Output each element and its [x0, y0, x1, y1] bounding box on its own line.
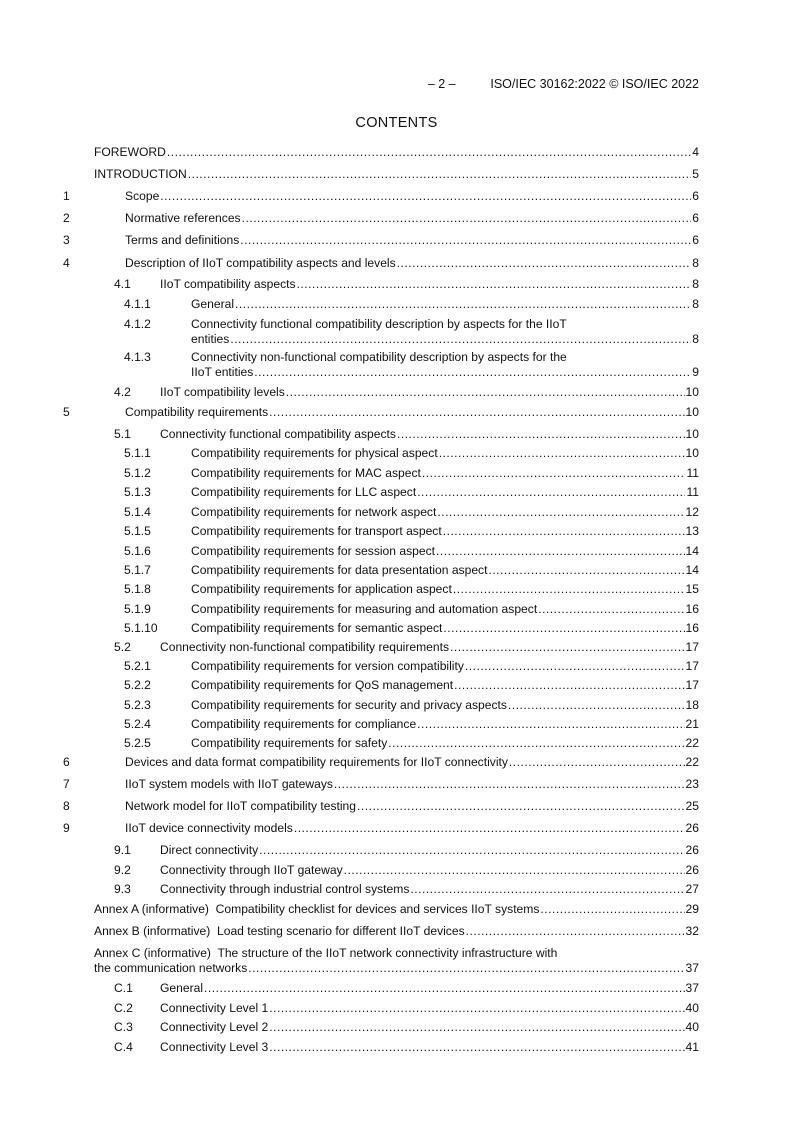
- dot-leader: [294, 821, 685, 836]
- dot-leader: [242, 211, 692, 226]
- toc-entry[interactable]: [114, 981, 699, 996]
- toc-entry-number: 5.2.5: [124, 736, 151, 750]
- toc-entry-title: Compatibility requirements for QoS management: [191, 678, 454, 692]
- dot-leader: [509, 755, 685, 770]
- toc-entry-page: 26: [685, 821, 699, 835]
- toc-entry-title: Connectivity through industrial control systems: [160, 882, 410, 896]
- toc-entry-title: Connectivity Level 1: [160, 1001, 269, 1015]
- toc-entry[interactable]: [114, 1040, 699, 1055]
- toc-entry-page: 8: [692, 256, 699, 270]
- standard-reference: ISO/IEC 30162:2022 © ISO/IEC 2022: [490, 77, 699, 91]
- toc-entry-page: 41: [685, 1040, 699, 1054]
- toc-entry-page: 13: [685, 524, 699, 538]
- dot-leader: [488, 563, 684, 578]
- dot-leader: [344, 863, 685, 878]
- toc-entry[interactable]: [114, 427, 699, 442]
- dot-leader: [167, 145, 691, 160]
- toc-entry[interactable]: [94, 145, 699, 160]
- toc-entry-number: 5.2.4: [124, 717, 151, 731]
- dot-leader: [286, 385, 685, 400]
- toc-entry-title: Compatibility requirements for semantic aspect: [191, 621, 443, 635]
- toc-entry-number: 4.1.3: [124, 350, 151, 364]
- toc-entry[interactable]: [114, 863, 699, 878]
- toc-entry-page: 10: [685, 446, 699, 460]
- toc-entry-title: Compatibility requirements for data presentation aspect: [191, 563, 488, 577]
- toc-entry-title: Connectivity Level 3: [160, 1040, 269, 1054]
- toc-entry-page: 18: [685, 698, 699, 712]
- dot-leader: [357, 799, 685, 814]
- toc-entry-page: 16: [685, 602, 699, 616]
- toc-entry-number: 4.1.1: [124, 297, 151, 311]
- toc-entry-title: entities: [191, 332, 230, 346]
- toc-entry-page: 16: [685, 621, 699, 635]
- toc-entry[interactable]: [124, 717, 699, 732]
- toc-entry-title: Compatibility requirements for application aspect: [191, 582, 452, 596]
- toc-entry-title: INTRODUCTION: [94, 167, 187, 181]
- toc-entry-page: 14: [685, 544, 699, 558]
- toc-entry[interactable]: [94, 167, 699, 182]
- toc-entry-number: 4: [63, 256, 70, 270]
- dot-leader: [443, 524, 685, 539]
- toc-entry-number: 5.2.1: [124, 659, 151, 673]
- toc-entry-title-line1: Connectivity non-functional compatibility description by aspects for the: [191, 350, 567, 364]
- toc-entry[interactable]: [114, 640, 699, 655]
- toc-entry-page: 8: [692, 332, 699, 346]
- dot-leader: [410, 882, 684, 897]
- toc-entry-title: Compatibility requirements for physical aspect: [191, 446, 438, 460]
- toc-entry[interactable]: [114, 843, 699, 858]
- toc-entry-number: 5.1.3: [124, 485, 151, 499]
- toc-entry-page: 6: [692, 189, 699, 203]
- toc-entry-number: 5.2.2: [124, 678, 151, 692]
- toc-entry-number: 5.1.1: [124, 446, 151, 460]
- toc-entry-page: 12: [685, 505, 699, 519]
- toc-entry-number: 9: [63, 821, 70, 835]
- toc-entry-title: IIoT entities: [191, 365, 254, 379]
- toc-entry[interactable]: [94, 902, 699, 917]
- toc-entry-page: 5: [692, 167, 699, 181]
- dot-leader: [450, 640, 685, 655]
- toc-entry-title: Annex B (informative) Load testing scenario for different IIoT devices: [94, 924, 465, 938]
- toc-entry-title: General: [191, 297, 235, 311]
- toc-entry-page: 4: [692, 145, 699, 159]
- toc-entry-title: Direct connectivity: [160, 843, 259, 857]
- toc-entry[interactable]: [124, 582, 699, 597]
- dot-leader: [417, 485, 685, 500]
- toc-entry[interactable]: [124, 698, 699, 713]
- dot-leader: [240, 233, 691, 248]
- dot-leader: [508, 698, 685, 713]
- toc-entry-page: 10: [685, 405, 699, 419]
- toc-entry-title-line1: Annex C (informative) The structure of the IIoT network connectivity infrastructure with: [94, 946, 558, 960]
- toc-entry[interactable]: [114, 1020, 699, 1035]
- toc-entry-page: 11: [686, 466, 699, 480]
- toc-entry-page: 26: [685, 863, 699, 877]
- toc-entry-number: 5.1.10: [124, 621, 158, 635]
- toc-entry-number: 2: [63, 211, 70, 225]
- dot-leader: [540, 902, 684, 917]
- dot-leader: [465, 659, 685, 674]
- toc-entry-number: C.2: [114, 1001, 133, 1015]
- toc-entry-title: Compatibility requirements for version compatibility: [191, 659, 464, 673]
- dot-leader: [259, 843, 684, 858]
- toc-entry-title: Connectivity through IIoT gateway: [160, 863, 343, 877]
- toc-entry-number: 5.1.8: [124, 582, 151, 596]
- dot-leader: [160, 189, 691, 204]
- toc-entry-title: Annex A (informative) Compatibility checklist for devices and services IIoT systems: [94, 902, 540, 916]
- toc-entry-page: 22: [685, 755, 699, 769]
- dot-leader: [248, 961, 684, 975]
- dot-leader: [188, 167, 692, 182]
- dot-leader: [439, 446, 685, 461]
- dot-leader: [235, 297, 691, 312]
- toc-entry-page: 6: [692, 233, 699, 247]
- toc-entry[interactable]: [124, 621, 699, 636]
- toc-entry-title: Compatibility requirements for security and privacy aspects: [191, 698, 507, 712]
- dot-leader: [269, 1040, 684, 1055]
- dot-leader: [453, 582, 685, 597]
- toc-entry-number: 5.1.9: [124, 602, 151, 616]
- toc-entry-page: 26: [685, 843, 699, 857]
- toc-entry-page: 6: [692, 211, 699, 225]
- toc-entry-title: Connectivity functional compatibility aspects: [160, 427, 396, 441]
- dot-leader: [466, 924, 685, 939]
- toc-entry-page: 17: [685, 640, 699, 654]
- toc-entry-number: 4.2: [114, 385, 131, 399]
- toc-entry[interactable]: [94, 946, 699, 975]
- dot-leader: [443, 621, 684, 636]
- toc-entry-number: 4.1.2: [124, 317, 151, 331]
- dot-leader: [437, 505, 684, 520]
- toc-entry-page: 9: [692, 365, 699, 379]
- toc-entry-page: 17: [685, 678, 699, 692]
- toc-entry[interactable]: [124, 505, 699, 520]
- toc-entry-page: 40: [685, 1020, 699, 1034]
- toc-entry[interactable]: [124, 466, 699, 481]
- toc-entry-title: the communication networks: [94, 961, 248, 975]
- toc-entry[interactable]: [63, 755, 699, 770]
- toc-entry[interactable]: [124, 317, 699, 346]
- toc-entry-number: 9.3: [114, 882, 131, 896]
- toc-entry-number: 9.1: [114, 843, 131, 857]
- page-header: [428, 77, 699, 91]
- toc-entry-number: 5.1.6: [124, 544, 151, 558]
- toc-entry-number: 9.2: [114, 863, 131, 877]
- dot-leader: [397, 427, 685, 442]
- toc-entry-title: Devices and data format compatibility requirements for IIoT connectivity: [125, 755, 508, 769]
- toc-entry-title: Description of IIoT compatibility aspects and levels: [125, 256, 396, 270]
- toc-entry-number: C.3: [114, 1020, 133, 1034]
- toc-entry[interactable]: [63, 233, 699, 248]
- toc-entry-page: 40: [685, 1001, 699, 1015]
- toc-entry[interactable]: [63, 189, 699, 204]
- toc-entry-page: 11: [686, 485, 699, 499]
- dot-leader: [422, 466, 686, 481]
- toc-entry-page: 29: [685, 902, 699, 916]
- toc-entry[interactable]: [63, 821, 699, 836]
- toc-entry-number: 7: [63, 777, 70, 791]
- toc-entry[interactable]: [114, 882, 699, 897]
- dot-leader: [204, 981, 685, 996]
- toc-entry[interactable]: [124, 736, 699, 751]
- toc-entry-title-line1: Connectivity functional compatibility description by aspects for the IIoT: [191, 317, 567, 331]
- toc-entry-number: 5.1: [114, 427, 131, 441]
- toc-entry-number: 5.2: [114, 640, 131, 654]
- dot-leader: [297, 277, 692, 292]
- toc-entry[interactable]: [124, 602, 699, 617]
- toc-entry-title: IIoT device connectivity models: [125, 821, 293, 835]
- toc-entry[interactable]: [114, 277, 699, 292]
- toc-entry-page: 22: [685, 736, 699, 750]
- page-number: – 2 –: [427, 77, 456, 91]
- toc-entry-title: Compatibility requirements for measuring and automation aspect: [191, 602, 538, 616]
- toc-entry-title: Compatibility requirements for network aspect: [191, 505, 437, 519]
- toc-entry-number: 6: [63, 755, 70, 769]
- dot-leader: [388, 736, 684, 751]
- toc-entry-page: 17: [685, 659, 699, 673]
- toc-entry-title: Compatibility requirements: [125, 405, 269, 419]
- dot-leader: [538, 602, 684, 617]
- toc-entry-page: 15: [685, 582, 699, 596]
- toc-entry-page: 10: [685, 385, 699, 399]
- toc-entry-title: FOREWORD: [94, 145, 166, 159]
- dot-leader: [454, 678, 684, 693]
- toc-entry-page: 27: [685, 882, 699, 896]
- dot-leader: [436, 544, 685, 559]
- toc-entry-title: Connectivity non-functional compatibility requirements: [160, 640, 450, 654]
- toc-entry-page: 25: [685, 799, 699, 813]
- toc-entry-number: 5.1.4: [124, 505, 151, 519]
- toc-entry[interactable]: [124, 350, 699, 379]
- toc-entry[interactable]: [124, 544, 699, 559]
- toc-entry-title: IIoT compatibility levels: [160, 385, 285, 399]
- toc-entry-number: 8: [63, 799, 70, 813]
- toc-entry-number: 5.1.5: [124, 524, 151, 538]
- toc-entry[interactable]: [124, 563, 699, 578]
- page-title: CONTENTS: [355, 115, 438, 131]
- toc-entry-title: Connectivity Level 2: [160, 1020, 269, 1034]
- dot-leader: [269, 405, 684, 420]
- toc-entry-page: 8: [692, 277, 699, 291]
- toc-entry[interactable]: [124, 659, 699, 674]
- dot-leader: [417, 717, 684, 732]
- toc-entry-number: 5.1.2: [124, 466, 151, 480]
- toc-entry-title: Network model for IIoT compatibility testing: [125, 799, 356, 813]
- toc-entry-page: 8: [692, 297, 699, 311]
- toc-entry[interactable]: [94, 924, 699, 939]
- toc-entry-title: Compatibility requirements for session aspect: [191, 544, 435, 558]
- toc-entry-title: Compatibility requirements for MAC aspect: [191, 466, 421, 480]
- toc-entry-page: 14: [685, 563, 699, 577]
- toc-entry[interactable]: [63, 405, 699, 420]
- dot-leader: [254, 365, 691, 379]
- toc-entry[interactable]: [124, 524, 699, 539]
- toc-entry[interactable]: [63, 211, 699, 226]
- toc-entry-title: Scope: [125, 189, 160, 203]
- toc-entry-title: General: [160, 981, 204, 995]
- dot-leader: [269, 1001, 684, 1016]
- toc-entry[interactable]: [63, 777, 699, 792]
- toc-entry[interactable]: [63, 256, 699, 271]
- toc-entry[interactable]: [63, 799, 699, 814]
- toc-entry-title: IIoT system models with IIoT gateways: [125, 777, 333, 791]
- toc-entry-number: 5: [63, 405, 70, 419]
- toc-entry-page: 23: [685, 777, 699, 791]
- dot-leader: [397, 256, 692, 271]
- toc-entry-page: 37: [685, 961, 699, 975]
- toc-entry-page: 21: [685, 717, 699, 731]
- toc-entry-title: Compatibility requirements for compliance: [191, 717, 417, 731]
- toc-entry-number: 5.2.3: [124, 698, 151, 712]
- toc-entry-number: C.4: [114, 1040, 133, 1054]
- toc-entry-number: 3: [63, 233, 70, 247]
- toc-entry-title: Compatibility requirements for safety: [191, 736, 388, 750]
- toc-entry[interactable]: [114, 385, 699, 400]
- toc-entry-number: 5.1.7: [124, 563, 151, 577]
- toc-entry[interactable]: [124, 678, 699, 693]
- toc-entry-title: Terms and definitions: [125, 233, 240, 247]
- toc-entry-title: Compatibility requirements for LLC aspect: [191, 485, 417, 499]
- toc-entry-title: Normative references: [125, 211, 241, 225]
- toc-entry-page: 10: [685, 427, 699, 441]
- toc-entry[interactable]: [124, 297, 699, 312]
- toc-entry-number: C.1: [114, 981, 133, 995]
- toc-entry-page: 37: [685, 981, 699, 995]
- toc-entry-number: 1: [63, 189, 70, 203]
- toc-entry-title: IIoT compatibility aspects: [160, 277, 296, 291]
- toc-entry-page: 32: [685, 924, 699, 938]
- dot-leader: [269, 1020, 684, 1035]
- toc-entry-title: Compatibility requirements for transport aspect: [191, 524, 442, 538]
- toc-entry[interactable]: [124, 446, 699, 461]
- toc-entry[interactable]: [124, 485, 699, 500]
- dot-leader: [334, 777, 685, 792]
- toc-entry[interactable]: [114, 1001, 699, 1016]
- dot-leader: [230, 332, 691, 346]
- toc-entry-number: 4.1: [114, 277, 131, 291]
